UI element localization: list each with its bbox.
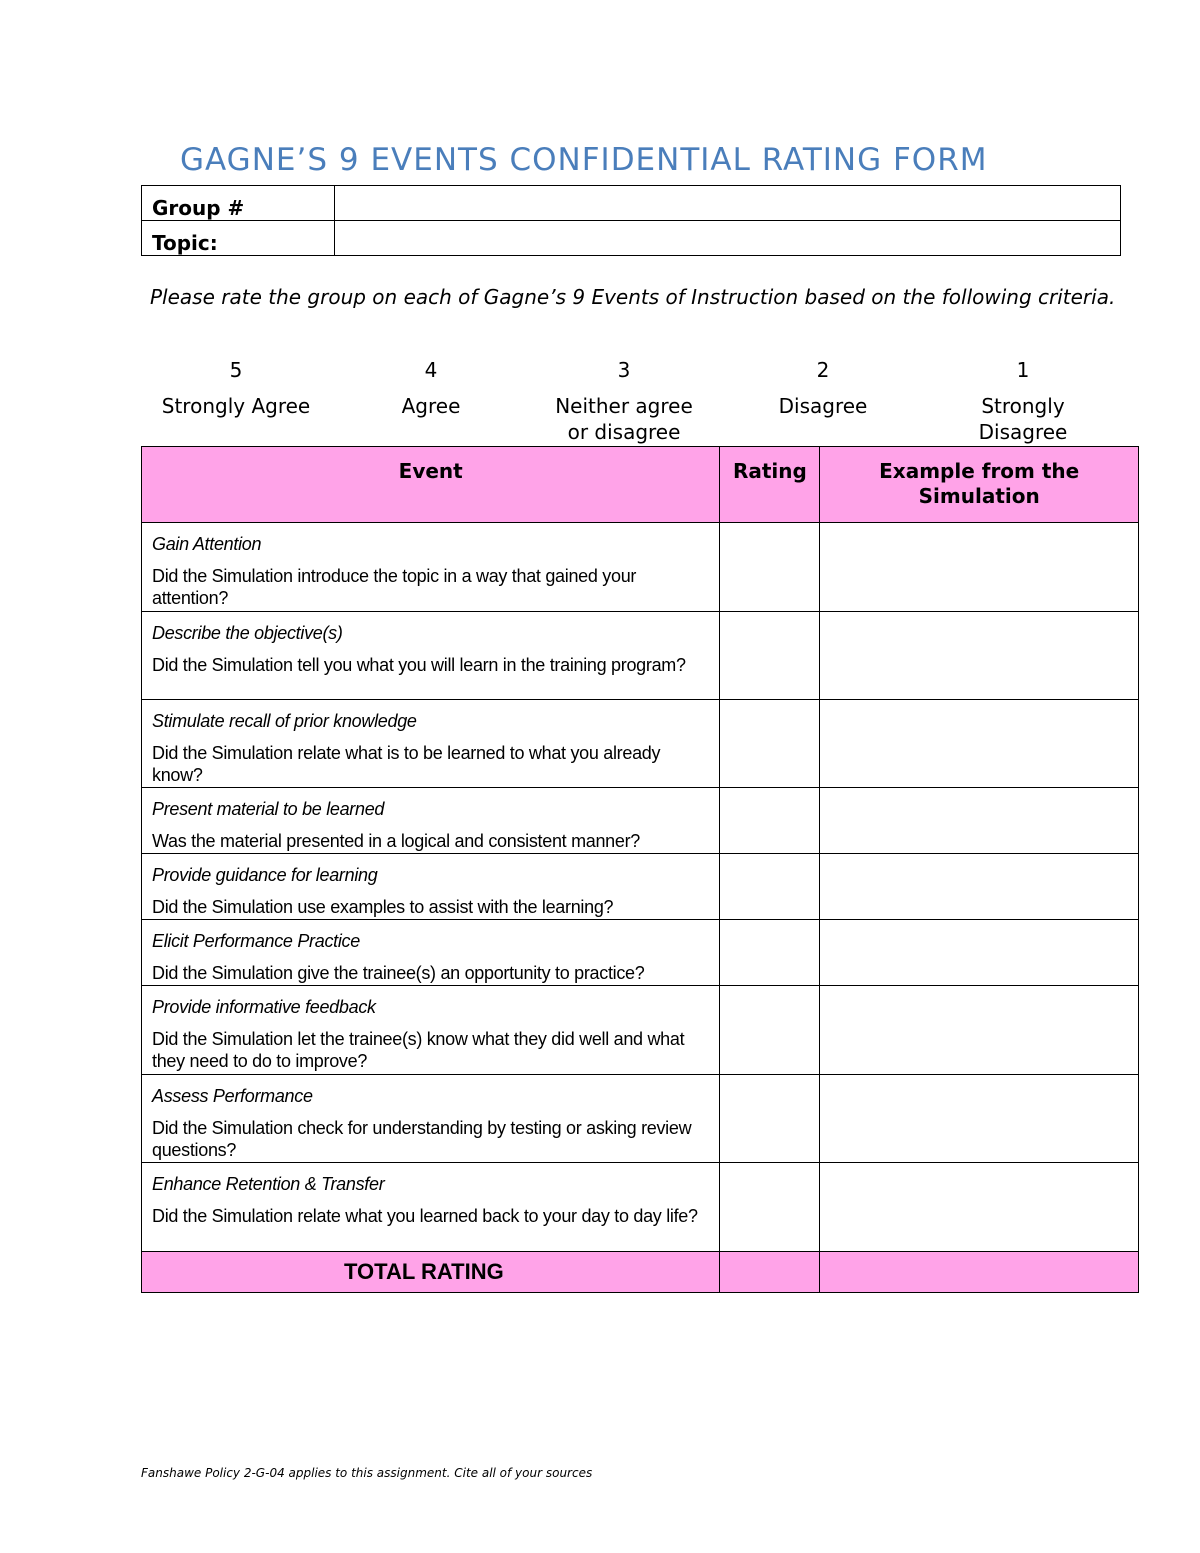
total-row [142,1252,1139,1293]
example-cell[interactable] [820,920,1139,986]
scale-number: 4 [424,358,438,382]
header-event: Event [142,447,720,523]
event-cell [142,1075,720,1163]
total-example-cell[interactable] [820,1252,1139,1293]
rating-cell[interactable] [720,700,820,788]
example-cell[interactable] [820,854,1139,920]
event-cell [142,854,720,920]
topic-field[interactable] [335,221,1121,256]
scale-number: 5 [229,358,243,382]
footer-note: Fanshawe Policy 2-G-04 applies to this assignment. Cite all of your sources [141,1466,593,1480]
event-cell [142,612,720,700]
table-row [142,612,1139,700]
event-title: Provide guidance for learning [152,865,378,885]
event-question: Did the Simulation use examples to assist with the learning? [152,897,614,917]
rating-scale [141,356,1141,446]
example-cell[interactable] [820,612,1139,700]
event-title: Gain Attention [152,534,262,554]
scale-number: 2 [816,358,830,382]
event-question: Did the Simulation check for understanding by testing or asking review questions? [152,1118,692,1160]
event-title: Provide informative feedback [152,997,376,1017]
header-rating: Rating [720,447,820,523]
event-title: Present material to be learned [152,799,385,819]
rating-cell[interactable] [720,612,820,700]
example-cell[interactable] [820,788,1139,854]
topic-label: Topic: [142,221,335,256]
scale-label: Strongly Disagree [978,394,1068,444]
event-question: Did the Simulation introduce the topic in a way that gained your attention? [152,566,637,608]
event-title: Assess Performance [152,1086,313,1106]
rating-cell[interactable] [720,854,820,920]
rating-cell[interactable] [720,1163,820,1252]
table-row [142,1163,1139,1252]
group-info-table [141,185,1121,256]
scale-item [529,356,719,445]
event-cell [142,986,720,1075]
table-row [142,523,1139,612]
table-header-row [142,447,1139,523]
event-question: Did the Simulation let the trainee(s) know what they did well and what they need to do to improve? [152,1029,685,1071]
event-cell [142,523,720,612]
event-question: Did the Simulation give the trainee(s) an opportunity to practice? [152,963,645,983]
example-cell[interactable] [820,1163,1139,1252]
event-question: Did the Simulation relate what you learned back to your day to day life? [152,1206,698,1226]
group-label: Group # [142,186,335,221]
event-question: Did the Simulation relate what is to be learned to what you already know? [152,743,661,785]
scale-number: 1 [1016,358,1030,382]
rating-cell[interactable] [720,523,820,612]
scale-item [928,356,1118,445]
scale-item [141,356,331,419]
rating-cell[interactable] [720,920,820,986]
rating-cell[interactable] [720,986,820,1075]
event-question: Was the material presented in a logical and consistent manner? [152,831,641,851]
event-title: Enhance Retention & Transfer [152,1174,385,1194]
scale-label: Neither agree or disagree [555,394,693,444]
table-row [142,854,1139,920]
scale-label: Strongly Agree [161,394,311,418]
scale-number: 3 [617,358,631,382]
example-cell[interactable] [820,700,1139,788]
table-row [142,788,1139,854]
event-cell [142,920,720,986]
scale-label: Disagree [778,394,868,418]
example-cell[interactable] [820,986,1139,1075]
scale-label: Agree [401,394,461,418]
rating-cell[interactable] [720,1075,820,1163]
table-row [142,920,1139,986]
header-example: Example from the Simulation [820,447,1139,523]
instructions: Please rate the group on each of Gagne’s 9 Events of Instruction based on the following criteria. [150,285,1116,309]
event-title: Elicit Performance Practice [152,931,360,951]
scale-item [336,356,526,419]
rating-cell[interactable] [720,788,820,854]
example-cell[interactable] [820,1075,1139,1163]
group-field[interactable] [335,186,1121,221]
event-title: Describe the objective(s) [152,623,343,643]
event-question: Did the Simulation tell you what you will learn in the training program? [152,655,686,675]
event-cell [142,700,720,788]
scale-item [728,356,918,419]
total-rating-cell[interactable] [720,1252,820,1293]
events-table [141,446,1139,1293]
event-cell [142,1163,720,1252]
event-cell [142,788,720,854]
table-row [142,700,1139,788]
form-title: GAGNE’S 9 EVENTS CONFIDENTIAL RATING FORM [180,142,988,178]
table-row [142,1075,1139,1163]
total-rating-label: TOTAL RATING [142,1252,720,1293]
event-title: Stimulate recall of prior knowledge [152,711,417,731]
table-row [142,986,1139,1075]
example-cell[interactable] [820,523,1139,612]
